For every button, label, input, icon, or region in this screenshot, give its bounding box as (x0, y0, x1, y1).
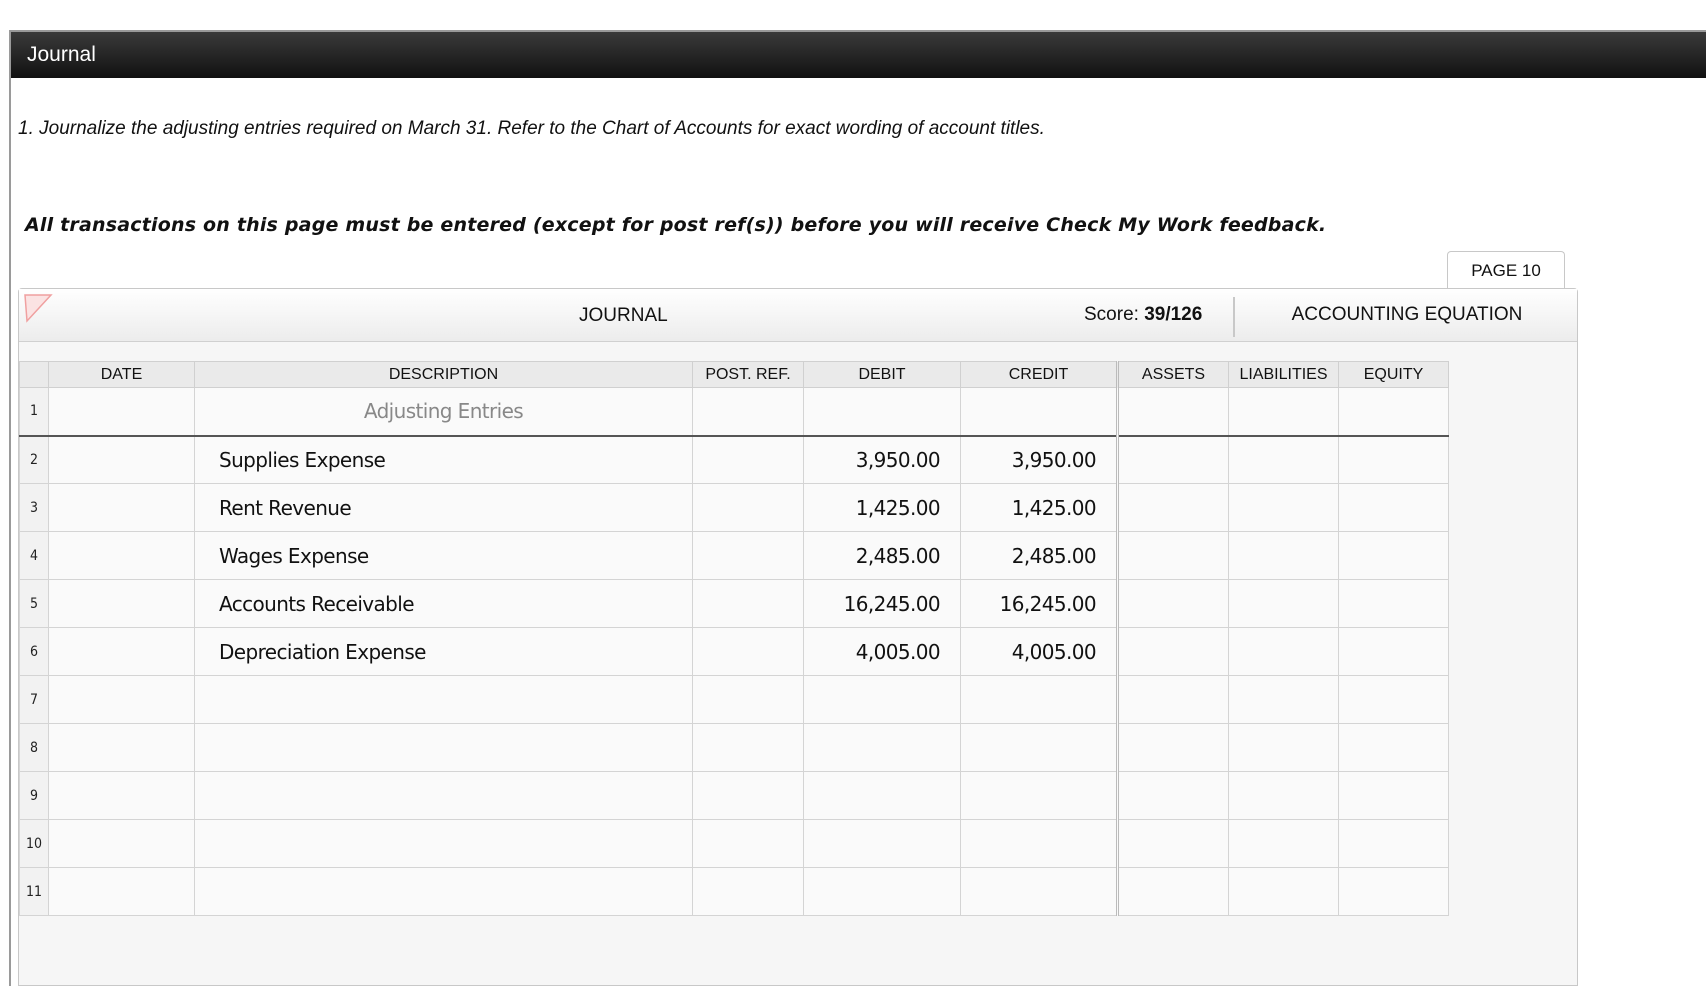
description-cell[interactable] (195, 772, 693, 820)
post-ref-cell[interactable] (693, 676, 804, 724)
date-cell[interactable] (49, 532, 195, 580)
row-number: 5 (20, 580, 49, 628)
liabilities-cell[interactable] (1229, 820, 1339, 868)
assets-cell[interactable] (1118, 436, 1229, 484)
credit-cell[interactable]: 4,005.00 (961, 628, 1118, 676)
debit-cell[interactable] (804, 388, 961, 436)
journal-panel (18, 288, 1578, 986)
description-cell[interactable]: Depreciation Expense (195, 628, 693, 676)
credit-cell[interactable]: 16,245.00 (961, 580, 1118, 628)
col-header-credit: CREDIT (961, 362, 1118, 388)
liabilities-cell[interactable] (1229, 772, 1339, 820)
post-ref-cell[interactable] (693, 868, 804, 916)
col-header-equity: EQUITY (1339, 362, 1449, 388)
post-ref-cell[interactable] (693, 388, 804, 436)
row-number: 8 (20, 724, 49, 772)
date-cell[interactable] (49, 628, 195, 676)
debit-cell[interactable] (804, 820, 961, 868)
credit-cell[interactable]: 2,485.00 (961, 532, 1118, 580)
description-cell[interactable]: Adjusting Entries (195, 388, 693, 436)
assets-cell[interactable] (1118, 388, 1229, 436)
equity-cell[interactable] (1339, 388, 1449, 436)
post-ref-cell[interactable] (693, 532, 804, 580)
row-number: 4 (20, 532, 49, 580)
equity-cell[interactable] (1339, 676, 1449, 724)
post-ref-cell[interactable] (693, 436, 804, 484)
journal-row (20, 820, 1449, 868)
description-cell[interactable]: Supplies Expense (195, 436, 693, 484)
equity-cell[interactable] (1339, 484, 1449, 532)
date-cell[interactable] (49, 772, 195, 820)
journal-row (20, 868, 1449, 916)
credit-cell[interactable] (961, 868, 1118, 916)
description-cell[interactable] (195, 820, 693, 868)
post-ref-cell[interactable] (693, 724, 804, 772)
equity-cell[interactable] (1339, 772, 1449, 820)
journal-row (20, 724, 1449, 772)
journal-title: JOURNAL (579, 305, 668, 326)
debit-cell[interactable]: 3,950.00 (804, 436, 961, 484)
credit-cell[interactable] (961, 820, 1118, 868)
date-cell[interactable] (49, 868, 195, 916)
debit-cell[interactable]: 4,005.00 (804, 628, 961, 676)
liabilities-cell[interactable] (1229, 676, 1339, 724)
journal-row (20, 532, 1449, 580)
debit-cell[interactable] (804, 724, 961, 772)
journal-header (19, 289, 1577, 342)
col-header-liabilities: LIABILITIES (1229, 362, 1339, 388)
col-header-description: DESCRIPTION (195, 362, 693, 388)
journal-row (20, 436, 1449, 484)
liabilities-cell[interactable] (1229, 724, 1339, 772)
credit-cell[interactable] (961, 724, 1118, 772)
score-label: Score: (1084, 304, 1139, 325)
score-display (1084, 304, 1202, 326)
row-number: 7 (20, 676, 49, 724)
credit-cell[interactable]: 3,950.00 (961, 436, 1118, 484)
row-number: 2 (20, 436, 49, 484)
liabilities-cell[interactable] (1229, 484, 1339, 532)
score-value: 39/126 (1144, 304, 1203, 325)
debit-cell[interactable] (804, 676, 961, 724)
credit-cell[interactable] (961, 388, 1118, 436)
post-ref-cell[interactable] (693, 820, 804, 868)
debit-cell[interactable]: 1,425.00 (804, 484, 961, 532)
debit-cell[interactable]: 16,245.00 (804, 580, 961, 628)
journal-row (20, 580, 1449, 628)
date-cell[interactable] (49, 724, 195, 772)
assets-cell[interactable] (1118, 772, 1229, 820)
col-header-post-ref: POST. REF. (693, 362, 804, 388)
post-ref-cell[interactable] (693, 580, 804, 628)
debit-cell[interactable]: 2,485.00 (804, 532, 961, 580)
credit-cell[interactable]: 1,425.00 (961, 484, 1118, 532)
liabilities-cell[interactable] (1229, 436, 1339, 484)
credit-cell[interactable] (961, 676, 1118, 724)
accounting-equation-title: ACCOUNTING EQUATION (1291, 304, 1523, 325)
row-number: 11 (20, 868, 49, 916)
journal-row (20, 628, 1449, 676)
row-number: 3 (20, 484, 49, 532)
journal-row (20, 388, 1449, 436)
equity-cell[interactable] (1339, 628, 1449, 676)
debit-cell[interactable] (804, 772, 961, 820)
assets-cell[interactable] (1118, 868, 1229, 916)
assets-cell[interactable] (1118, 580, 1229, 628)
date-cell[interactable] (49, 484, 195, 532)
assets-cell[interactable] (1118, 532, 1229, 580)
journal-row (20, 772, 1449, 820)
col-header-assets: ASSETS (1118, 362, 1229, 388)
date-cell[interactable] (49, 676, 195, 724)
liabilities-cell[interactable] (1229, 580, 1339, 628)
col-header-date: DATE (49, 362, 195, 388)
window-title: Journal (11, 32, 1706, 78)
date-cell[interactable] (49, 580, 195, 628)
equity-cell[interactable] (1339, 436, 1449, 484)
description-cell[interactable] (195, 868, 693, 916)
journal-row (20, 484, 1449, 532)
post-ref-cell[interactable] (693, 772, 804, 820)
date-cell[interactable] (49, 436, 195, 484)
equity-cell[interactable] (1339, 580, 1449, 628)
page-tab[interactable]: PAGE 10 (1447, 251, 1565, 289)
instruction-text: 1. Journalize the adjusting entries required on March 31. Refer to the Chart of Accounts for exact wording of account titles. (18, 118, 1045, 139)
assets-cell[interactable] (1118, 724, 1229, 772)
description-cell[interactable]: Accounts Receivable (195, 580, 693, 628)
assets-cell[interactable] (1118, 820, 1229, 868)
journal-row (20, 676, 1449, 724)
row-number: 9 (20, 772, 49, 820)
date-cell[interactable] (49, 820, 195, 868)
assets-cell[interactable] (1118, 628, 1229, 676)
notice-text: All transactions on this page must be entered (except for post ref(s)) before you will receive Check My Work feedback. (25, 214, 1327, 236)
row-number: 1 (20, 388, 49, 436)
col-header-debit: DEBIT (804, 362, 961, 388)
credit-cell[interactable] (961, 772, 1118, 820)
flag-icon[interactable] (23, 293, 53, 323)
equity-cell[interactable] (1339, 532, 1449, 580)
journal-table (19, 361, 1449, 916)
col-header-num (20, 362, 49, 388)
equity-cell[interactable] (1339, 868, 1449, 916)
post-ref-cell[interactable] (693, 484, 804, 532)
column-header-row (20, 362, 1449, 388)
description-cell[interactable] (195, 724, 693, 772)
debit-cell[interactable] (804, 868, 961, 916)
post-ref-cell[interactable] (693, 628, 804, 676)
row-number: 10 (20, 820, 49, 868)
assets-cell[interactable] (1118, 484, 1229, 532)
liabilities-cell[interactable] (1229, 532, 1339, 580)
liabilities-cell[interactable] (1229, 388, 1339, 436)
row-number: 6 (20, 628, 49, 676)
liabilities-cell[interactable] (1229, 628, 1339, 676)
liabilities-cell[interactable] (1229, 868, 1339, 916)
description-cell[interactable]: Wages Expense (195, 532, 693, 580)
description-cell[interactable]: Rent Revenue (195, 484, 693, 532)
date-cell[interactable] (49, 388, 195, 436)
assets-cell[interactable] (1118, 676, 1229, 724)
description-cell[interactable] (195, 676, 693, 724)
equity-cell[interactable] (1339, 724, 1449, 772)
equity-cell[interactable] (1339, 820, 1449, 868)
